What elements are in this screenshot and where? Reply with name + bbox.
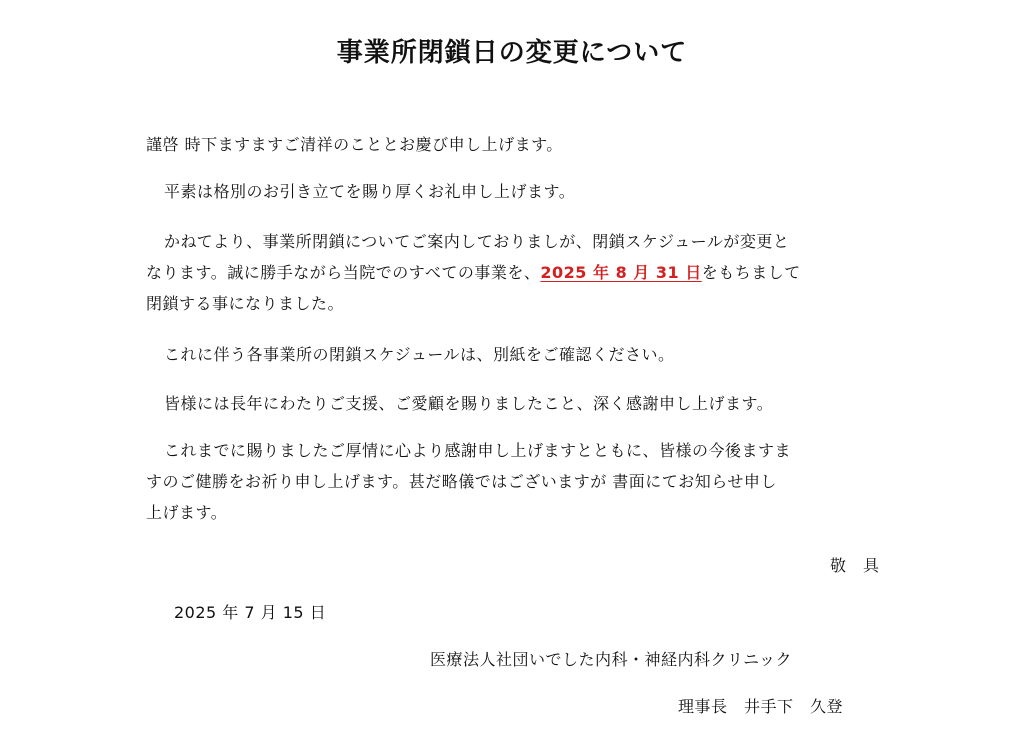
paragraph-2-line-3: 閉鎖する事になりました。 bbox=[146, 294, 345, 313]
paragraph-1-line: 平素は格別のお引き立てを賜り厚くお礼申し上げます。 bbox=[164, 182, 576, 201]
paragraph-2-line-2 bbox=[146, 257, 898, 288]
paragraph-5-line-1: これまでに賜りましたご厚情に心より感謝申し上げますとともに、皆様の今後ますま bbox=[164, 441, 792, 460]
paragraph-2-line-2-pre: なります。誠に勝手ながら当院でのすべての事業を、 bbox=[146, 263, 541, 282]
paragraph-2 bbox=[146, 226, 898, 319]
paragraph-2-line-1: かねてより、事業所閉鎖についてご案内しておりましが、閉鎖スケジュールが変更と bbox=[164, 232, 790, 251]
paragraph-4-line: 皆様には長年にわたりご支援、ご愛顧を賜りましたこと、深く感謝申し上げます。 bbox=[164, 394, 774, 413]
paragraph-5-line-2: すのご健勝をお祈り申し上げます。甚だ略儀ではございますが 書面にてお知らせ申し bbox=[146, 472, 777, 491]
paragraph-3-line: これに伴う各事業所の閉鎖スケジュールは、別紙をご確認ください。 bbox=[164, 345, 675, 364]
greeting: 謹啓 時下ますますご清祥のこととお慶び申し上げます。 bbox=[146, 135, 563, 154]
letter-body bbox=[146, 129, 898, 160]
closing-date-highlight: 2025 年 8 月 31 日 bbox=[540, 263, 702, 282]
page-title: 事業所閉鎖日の変更について bbox=[336, 38, 688, 68]
closing-phrase: 敬 具 bbox=[830, 556, 880, 575]
signatory-name: 理事長 井手下 久登 bbox=[678, 697, 844, 716]
paragraph-1 bbox=[146, 176, 898, 207]
organization-name: 医療法人社団いでした内科・神経内科クリニック bbox=[430, 650, 793, 669]
paragraph-3 bbox=[146, 339, 898, 370]
letter-date: 2025 年 7 月 15 日 bbox=[174, 603, 327, 622]
paragraph-5 bbox=[146, 435, 898, 528]
paragraph-4 bbox=[146, 388, 898, 419]
paragraph-2-line-2-post: をもちまして bbox=[701, 263, 801, 282]
paragraph-5-line-3: 上げます。 bbox=[146, 503, 228, 522]
